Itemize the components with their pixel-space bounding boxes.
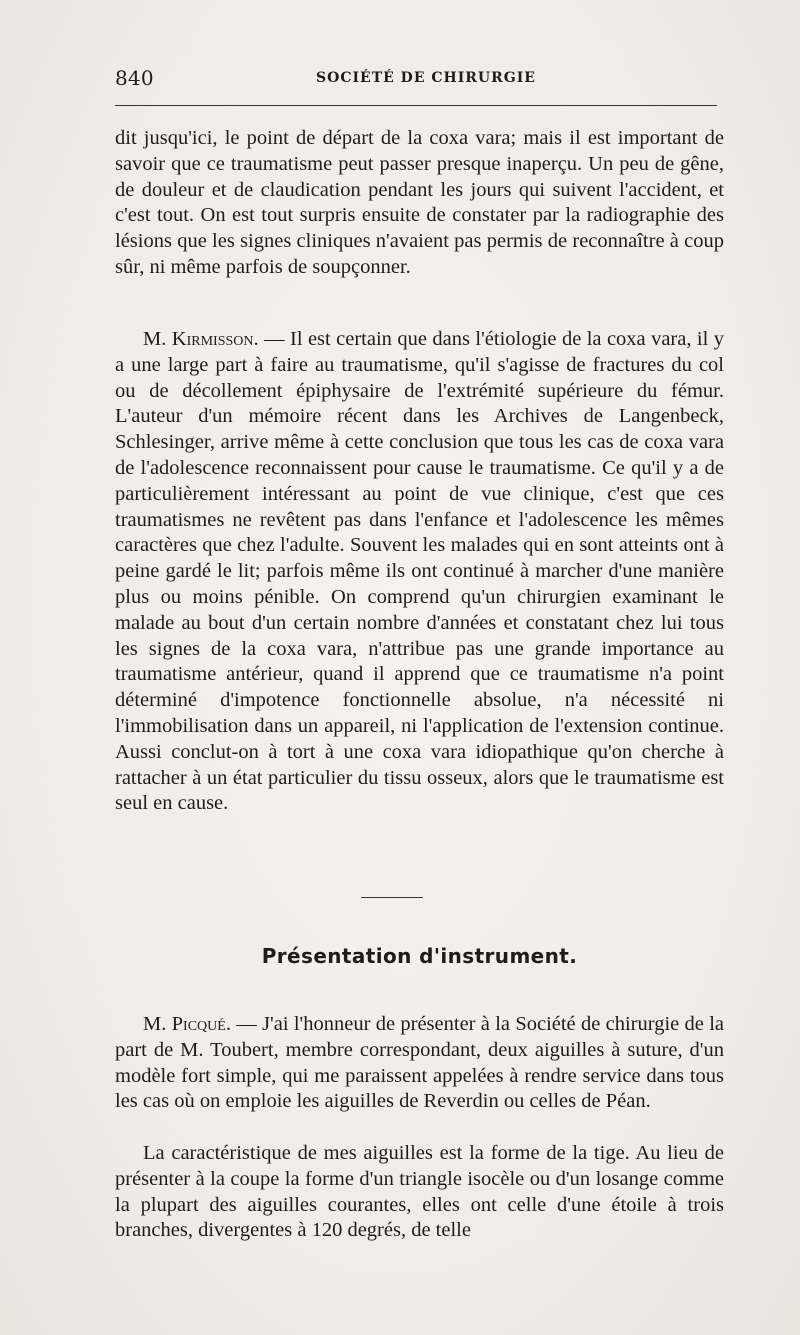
paragraph-continuation bbox=[115, 126, 724, 281]
paragraph-text: — Il est certain que dans l'étiologie de la coxa vara, il y a une large part à faire au traumatisme, qu'il s'agisse de fractures du col ou de décollement épiphysaire de l'extrémité supérieure du fémur. L'auteur d'un mémoire récent dans les Archives de Langenbeck, Schlesinger, arrive même à cette conclusion que tous les cas de coxa vara de l'adolescence reconnaissent pour cause le traumatisme. Ce qu'il y a de particulièrement intéressant au point de vue clinique, c'est que ces traumatismes ne revêtent pas dans l'enfance et l'adolescence les mêmes caractères que chez l'adulte. Souvent les malades qui en sont atteints ont à peine gardé le lit; parfois même ils ont continué à marcher d'une manière plus ou moins pénible. On comprend qu'un chirurgien examinant le malade au bout d'un certain nombre d'années et constatant chez lui tous les signes de la coxa vara, n'attribue pas une grande importance au traumatisme antérieur, quand il apprend que ce traumatisme n'a point déterminé d'impotence fonctionnelle absolue, n'a nécessité ni l'immobilisation dans un appareil, ni l'application de l'extension continue. Aussi conclut-on à tort à une coxa vara idiopathique qu'on cherche à rattacher à un état particulier du tissu osseux, alors que le traumatisme est seul en cause. bbox=[115, 328, 724, 815]
paragraph-needles bbox=[115, 1141, 724, 1244]
paragraph-picque bbox=[115, 1012, 724, 1115]
section-separator bbox=[361, 897, 423, 898]
running-head: SOCIÉTÉ DE CHIRURGIE bbox=[316, 70, 536, 86]
header-rule bbox=[115, 105, 717, 106]
page-header bbox=[115, 66, 717, 96]
speaker-name: M. Kirmisson. bbox=[143, 328, 259, 350]
page-number: 840 bbox=[115, 66, 154, 90]
section-title: Présentation d'instrument. bbox=[261, 944, 578, 968]
paragraph-text: dit jusqu'ici, le point de départ de la coxa vara; mais il est important de savoir que ce traumatisme peut passer presque inaperçu. Un peu de gêne, de douleur et de claudication pendant les jours qui suivent l'accident, et c'est tout. On est tout surpris ensuite de constater par la radiographie des lésions que les signes cliniques n'avaient pas permis de reconnaître à coup sûr, ni même parfois de soupçonner. bbox=[115, 127, 724, 278]
paragraph-kirmisson bbox=[115, 327, 724, 817]
paragraph-text: — J'ai l'honneur de présenter à la Société de chirurgie de la part de M. Toubert, membre correspondant, deux aiguilles à suture, d'un modèle fort simple, qui me paraissent appelées à rendre service dans tous les cas où on emploie les aiguilles de Reverdin ou celles de Péan. bbox=[115, 1013, 724, 1113]
paragraph-body bbox=[115, 327, 724, 817]
paragraph-text: La caractéristique de mes aiguilles est la forme de la tige. Au lieu de présenter à la coupe la forme d'un triangle isocèle ou d'un losange comme la plupart des aiguilles courantes, elles ont celle d'une étoile à trois branches, divergentes à 120 degrés, de telle bbox=[115, 1142, 724, 1242]
paragraph-body bbox=[115, 1012, 724, 1115]
speaker-name: M. Picqué. bbox=[143, 1013, 231, 1035]
